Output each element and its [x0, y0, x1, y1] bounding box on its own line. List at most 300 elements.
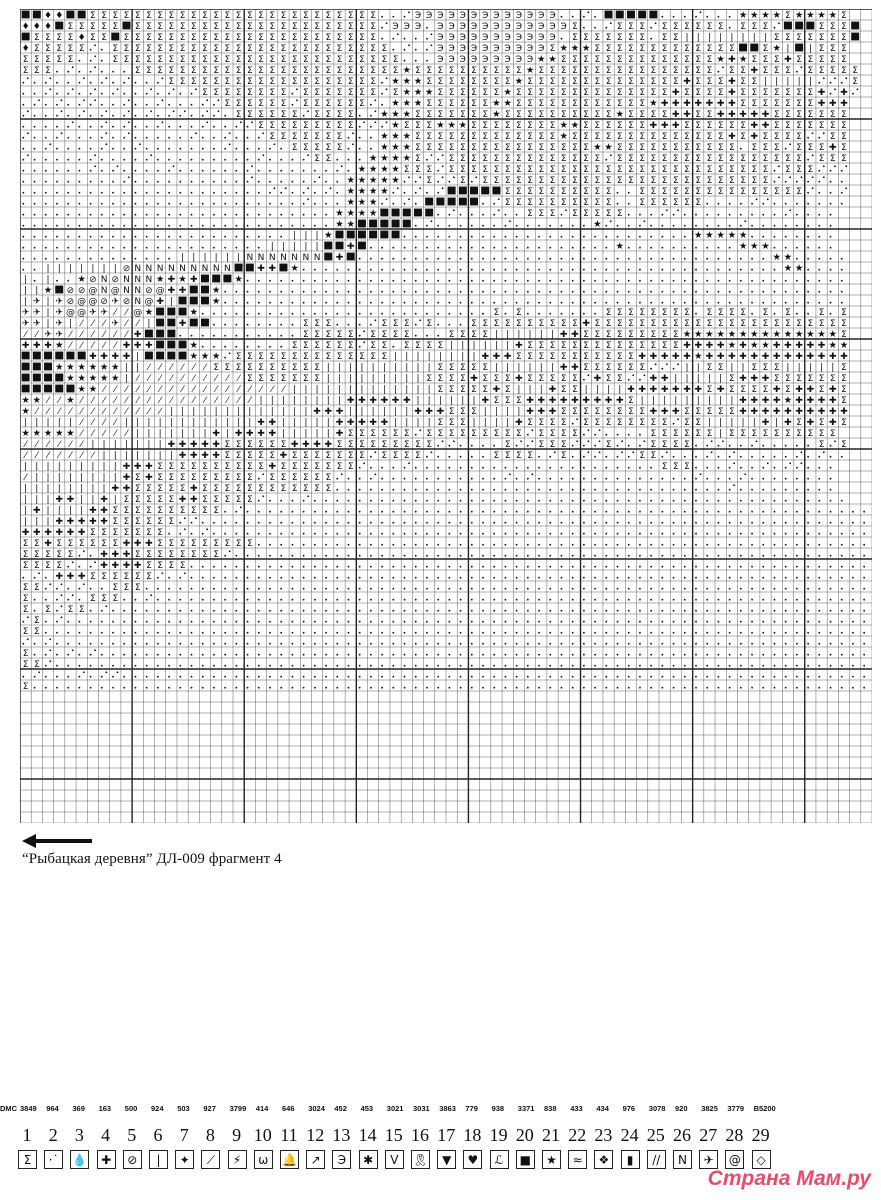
svg-text:Σ: Σ	[583, 66, 589, 77]
svg-text:|: |	[707, 33, 711, 44]
svg-text:|: |	[472, 352, 476, 363]
svg-text:Σ: Σ	[437, 341, 444, 352]
svg-text:⁄: ⁄	[80, 451, 83, 462]
svg-text:Σ: Σ	[572, 154, 578, 165]
svg-text:Σ: Σ	[516, 110, 522, 121]
svg-text:Σ: Σ	[269, 11, 276, 22]
svg-text:⁄: ⁄	[80, 330, 83, 341]
svg-text:Э: Э	[515, 55, 523, 66]
svg-text:✚: ✚	[716, 341, 725, 352]
svg-text:Σ: Σ	[202, 550, 208, 561]
svg-text:Э: Э	[437, 55, 444, 66]
svg-text:✚: ✚	[582, 319, 590, 330]
svg-text:Σ: Σ	[314, 330, 320, 341]
svg-text:✚: ✚	[290, 440, 299, 451]
svg-text:Σ: Σ	[717, 407, 724, 418]
svg-text:|: |	[225, 253, 229, 264]
svg-text:Σ: Σ	[280, 99, 287, 110]
svg-text:Σ: Σ	[347, 429, 354, 440]
svg-text:✚: ✚	[739, 110, 747, 121]
omega-icon: ω	[254, 1150, 273, 1169]
svg-text:|: |	[57, 418, 61, 429]
svg-text:✚: ✚	[100, 352, 108, 363]
svg-text:⁄: ⁄	[170, 385, 173, 396]
svg-text:Σ: Σ	[280, 22, 287, 33]
svg-text:|: |	[102, 462, 106, 473]
svg-text:★: ★	[357, 208, 367, 220]
svg-text:|: |	[326, 396, 330, 407]
svg-text:Σ: Σ	[650, 330, 657, 341]
svg-text:N: N	[100, 286, 108, 297]
svg-text:✚: ✚	[189, 440, 198, 451]
svg-text:✚: ✚	[369, 396, 377, 407]
svg-text:Σ: Σ	[751, 165, 758, 176]
svg-text:★: ★	[77, 373, 86, 385]
svg-text:Σ: Σ	[717, 363, 724, 374]
svg-text:|: |	[68, 473, 72, 484]
svg-text:Σ: Σ	[235, 44, 242, 55]
svg-text:⁄: ⁄	[69, 341, 72, 352]
svg-text:Σ: Σ	[516, 308, 522, 319]
svg-text:Σ: Σ	[572, 176, 578, 187]
svg-text:✚: ✚	[672, 121, 680, 132]
svg-text:Σ: Σ	[224, 77, 231, 88]
svg-text:Σ: Σ	[605, 33, 612, 44]
svg-text:✚: ✚	[89, 352, 97, 363]
svg-text:Σ: Σ	[56, 44, 63, 55]
svg-text:✚: ✚	[55, 495, 64, 506]
svg-text:⁄: ⁄	[92, 341, 94, 352]
svg-text:Σ: Σ	[437, 132, 444, 143]
svg-text:✚: ✚	[750, 121, 759, 132]
svg-text:Σ: Σ	[661, 418, 668, 429]
svg-text:★: ★	[155, 274, 165, 286]
svg-text:Σ: Σ	[190, 11, 197, 22]
svg-text:Σ: Σ	[269, 451, 276, 462]
svg-text:Σ: Σ	[549, 209, 556, 220]
svg-text:Σ: Σ	[280, 110, 287, 121]
svg-text:✚: ✚	[346, 242, 355, 253]
svg-text:Σ: Σ	[740, 385, 746, 396]
svg-text:Σ: Σ	[841, 418, 847, 429]
svg-text:★: ★	[559, 131, 568, 143]
legend-code: 453	[360, 1104, 374, 1113]
svg-text:Σ: Σ	[269, 88, 276, 99]
svg-text:Σ: Σ	[628, 143, 634, 154]
svg-text:Σ: Σ	[146, 11, 152, 22]
svg-text:✚: ✚	[784, 55, 792, 66]
svg-text:Σ: Σ	[549, 121, 556, 132]
svg-text:|: |	[494, 418, 498, 429]
svg-text:★: ★	[380, 164, 389, 176]
svg-text:Σ: Σ	[628, 121, 634, 132]
svg-text:Σ: Σ	[22, 561, 29, 572]
legend-number: 15	[384, 1125, 403, 1145]
svg-text:Σ: Σ	[549, 143, 556, 154]
svg-text:|: |	[192, 407, 196, 418]
svg-text:Σ: Σ	[359, 55, 365, 66]
svg-text:Σ: Σ	[269, 99, 276, 110]
svg-text:★: ★	[189, 307, 199, 319]
svg-text:Σ: Σ	[493, 374, 500, 385]
svg-text:Σ: Σ	[504, 451, 511, 462]
svg-text:|: |	[225, 429, 229, 440]
svg-text:Σ: Σ	[829, 110, 836, 121]
sigma-icon: Σ	[18, 1150, 37, 1169]
svg-text:|: |	[506, 341, 510, 352]
svg-text:⁄: ⁄	[159, 363, 161, 374]
svg-text:Σ: Σ	[45, 605, 51, 616]
legend-number: 21	[542, 1125, 560, 1145]
svg-text:Σ: Σ	[829, 66, 836, 77]
svg-text:Σ: Σ	[616, 44, 623, 55]
svg-text:✚: ✚	[55, 517, 64, 528]
svg-text:Σ: Σ	[560, 198, 567, 209]
svg-text:|: |	[46, 506, 50, 517]
legend-code: 3825	[701, 1104, 718, 1113]
svg-text:Σ: Σ	[672, 198, 679, 209]
svg-text:Σ: Σ	[303, 132, 309, 143]
svg-text:✚: ✚	[302, 440, 310, 451]
svg-text:N: N	[134, 286, 142, 297]
svg-text:Σ: Σ	[661, 198, 668, 209]
svg-text:Σ: Σ	[807, 319, 814, 330]
svg-text:Σ: Σ	[695, 176, 702, 187]
svg-text:Σ: Σ	[471, 77, 477, 88]
svg-text:Σ: Σ	[22, 539, 29, 550]
svg-text:Σ: Σ	[516, 198, 522, 209]
svg-text:Σ: Σ	[190, 473, 197, 484]
svg-text:Σ: Σ	[762, 44, 769, 55]
svg-text:Σ: Σ	[729, 429, 735, 440]
svg-text:Σ: Σ	[90, 11, 96, 22]
svg-text:✚: ✚	[784, 341, 792, 352]
svg-text:Σ: Σ	[246, 110, 253, 121]
svg-text:Σ: Σ	[616, 132, 623, 143]
svg-text:Σ: Σ	[583, 363, 589, 374]
svg-text:Σ: Σ	[246, 495, 253, 506]
svg-text:Σ: Σ	[605, 319, 612, 330]
svg-text:Σ: Σ	[717, 132, 724, 143]
svg-text:Σ: Σ	[347, 66, 354, 77]
svg-text:Σ: Σ	[370, 77, 376, 88]
svg-text:|: |	[528, 363, 532, 374]
svg-text:Σ: Σ	[123, 495, 130, 506]
svg-text:✚: ✚	[795, 341, 803, 352]
svg-text:Σ: Σ	[717, 143, 724, 154]
svg-text:✚: ✚	[649, 121, 658, 132]
svg-text:✚: ✚	[313, 440, 321, 451]
svg-text:✚: ✚	[683, 385, 691, 396]
svg-text:Σ: Σ	[493, 396, 500, 407]
svg-text:✈: ✈	[55, 297, 64, 308]
svg-text:Σ: Σ	[628, 66, 634, 77]
svg-text:Σ: Σ	[381, 44, 388, 55]
svg-text:Э: Э	[526, 11, 534, 22]
svg-text:Σ: Σ	[437, 66, 444, 77]
svg-text:Σ: Σ	[258, 374, 264, 385]
svg-text:✚: ✚	[111, 561, 120, 572]
svg-text:✚: ✚	[728, 132, 736, 143]
svg-text:|: |	[35, 418, 39, 429]
svg-text:|: |	[293, 231, 297, 242]
svg-text:Σ: Σ	[33, 55, 40, 66]
svg-text:⁄: ⁄	[204, 385, 206, 396]
legend-code: 3779	[727, 1104, 745, 1113]
svg-text:Σ: Σ	[471, 143, 477, 154]
svg-text:|: |	[192, 418, 196, 429]
svg-text:Σ: Σ	[785, 385, 791, 396]
svg-text:★: ★	[716, 230, 725, 242]
svg-text:Σ: Σ	[426, 77, 433, 88]
svg-text:⁄: ⁄	[80, 396, 83, 407]
svg-text:Σ: Σ	[695, 319, 702, 330]
svg-text:Σ: Σ	[527, 77, 533, 88]
svg-text:Σ: Σ	[224, 451, 231, 462]
svg-text:Σ: Σ	[101, 528, 107, 539]
svg-text:N: N	[123, 286, 130, 297]
svg-text:Σ: Σ	[538, 99, 545, 110]
svg-text:Σ: Σ	[785, 429, 791, 440]
svg-text:Σ: Σ	[560, 165, 567, 176]
svg-text:Σ: Σ	[157, 528, 163, 539]
svg-text:✚: ✚	[750, 396, 759, 407]
svg-text:Σ: Σ	[583, 99, 589, 110]
svg-text:Σ: Σ	[538, 121, 545, 132]
svg-text:Σ: Σ	[325, 451, 332, 462]
svg-text:Σ: Σ	[818, 22, 825, 33]
svg-text:Σ: Σ	[527, 209, 533, 220]
svg-text:|: |	[293, 418, 297, 429]
svg-text:Э: Э	[437, 44, 444, 55]
svg-text:Σ: Σ	[616, 154, 623, 165]
svg-text:Э: Э	[504, 11, 511, 22]
svg-text:Σ: Σ	[56, 561, 63, 572]
svg-text:Σ: Σ	[258, 440, 264, 451]
svg-text:★: ★	[806, 10, 815, 22]
svg-text:Σ: Σ	[370, 44, 376, 55]
svg-text:Σ: Σ	[101, 33, 107, 44]
svg-text:Σ: Σ	[594, 330, 601, 341]
svg-text:Σ: Σ	[134, 11, 141, 22]
svg-text:Σ: Σ	[628, 352, 634, 363]
svg-text:⁄: ⁄	[159, 385, 161, 396]
svg-text:N: N	[190, 264, 198, 275]
svg-text:|: |	[304, 396, 308, 407]
svg-text:Σ: Σ	[785, 11, 791, 22]
svg-text:⁄: ⁄	[103, 385, 105, 396]
svg-text:Σ: Σ	[415, 341, 421, 352]
svg-text:Σ: Σ	[740, 99, 746, 110]
svg-text:Σ: Σ	[594, 407, 601, 418]
svg-text:Σ: Σ	[807, 429, 814, 440]
svg-text:|: |	[315, 429, 319, 440]
svg-text:★: ★	[705, 329, 714, 341]
svg-text:Σ: Σ	[504, 385, 511, 396]
svg-text:Σ: Σ	[325, 99, 332, 110]
svg-text:✈: ✈	[21, 308, 30, 319]
svg-text:Σ: Σ	[347, 110, 354, 121]
svg-text:Σ: Σ	[650, 55, 657, 66]
svg-text:✚: ✚	[728, 88, 736, 99]
svg-text:Σ: Σ	[314, 462, 320, 473]
svg-text:Σ: Σ	[684, 198, 690, 209]
svg-text:Σ: Σ	[303, 66, 309, 77]
svg-text:|: |	[461, 341, 465, 352]
svg-text:Σ: Σ	[235, 473, 242, 484]
svg-text:Σ: Σ	[504, 176, 511, 187]
svg-text:✚: ✚	[257, 418, 265, 429]
svg-text:⁄: ⁄	[204, 363, 206, 374]
svg-text:★: ★	[88, 373, 98, 385]
svg-text:Э: Э	[493, 11, 500, 22]
svg-text:⁄: ⁄	[36, 330, 38, 341]
svg-text:✚: ✚	[234, 429, 243, 440]
svg-text:⁄: ⁄	[69, 440, 72, 451]
svg-text:Σ: Σ	[560, 66, 567, 77]
svg-text:|: |	[91, 495, 95, 506]
svg-text:Σ: Σ	[303, 44, 309, 55]
svg-text:Σ: Σ	[628, 55, 634, 66]
svg-text:★: ★	[290, 263, 299, 275]
svg-text:Σ: Σ	[672, 308, 679, 319]
svg-text:Σ: Σ	[482, 66, 489, 77]
svg-text:✚: ✚	[515, 374, 523, 385]
svg-text:✚: ✚	[660, 385, 669, 396]
svg-text:Σ: Σ	[280, 11, 287, 22]
svg-text:★: ★	[144, 307, 154, 319]
legend-code: 500	[124, 1104, 138, 1113]
svg-text:|: |	[315, 231, 319, 242]
svg-text:Σ: Σ	[493, 88, 500, 99]
svg-text:⁄: ⁄	[114, 407, 117, 418]
svg-text:|: |	[57, 462, 61, 473]
svg-text:Σ: Σ	[471, 154, 477, 165]
svg-text:⁄: ⁄	[159, 374, 161, 385]
svg-text:⁄: ⁄	[92, 451, 94, 462]
svg-text:Σ: Σ	[67, 44, 74, 55]
svg-text:Σ: Σ	[303, 473, 309, 484]
svg-text:|: |	[416, 396, 420, 407]
svg-text:Σ: Σ	[314, 121, 320, 132]
svg-text:Σ: Σ	[841, 385, 847, 396]
svg-text:✚: ✚	[649, 407, 658, 418]
svg-text:Σ: Σ	[224, 44, 231, 55]
svg-text:Σ: Σ	[235, 363, 242, 374]
svg-text:★: ★	[783, 252, 793, 264]
svg-text:Σ: Σ	[841, 44, 847, 55]
svg-text:⁄: ⁄	[103, 429, 105, 440]
svg-text:|: |	[797, 77, 801, 88]
svg-text:|: |	[405, 374, 409, 385]
svg-text:✚: ✚	[133, 341, 142, 352]
svg-text:Σ: Σ	[538, 209, 545, 220]
svg-text:|: |	[57, 473, 61, 484]
svg-text:⁄: ⁄	[181, 396, 184, 407]
svg-text:Σ: Σ	[706, 319, 713, 330]
svg-text:Σ: Σ	[751, 22, 758, 33]
svg-text:Σ: Σ	[572, 198, 578, 209]
svg-text:Σ: Σ	[493, 77, 500, 88]
svg-text:Σ: Σ	[773, 363, 780, 374]
svg-text:Σ: Σ	[90, 572, 96, 583]
svg-text:★: ★	[380, 153, 389, 165]
svg-text:|: |	[450, 396, 454, 407]
svg-text:Σ: Σ	[202, 495, 208, 506]
svg-text:Σ: Σ	[785, 132, 791, 143]
plane-icon: ✈	[699, 1150, 718, 1169]
svg-text:Σ: Σ	[280, 473, 287, 484]
svg-text:✚: ✚	[660, 374, 669, 385]
svg-text:Σ: Σ	[818, 143, 825, 154]
svg-text:Σ: Σ	[504, 110, 511, 121]
svg-text:Σ: Σ	[403, 440, 410, 451]
svg-text:✚: ✚	[268, 429, 277, 440]
svg-text:|: |	[35, 517, 39, 528]
svg-text:⁄: ⁄	[114, 341, 117, 352]
svg-text:Σ: Σ	[123, 528, 130, 539]
svg-text:✚: ✚	[526, 407, 534, 418]
svg-text:Σ: Σ	[246, 539, 253, 550]
svg-text:N: N	[156, 264, 164, 275]
svg-text:⁄: ⁄	[114, 308, 117, 319]
svg-text:Σ: Σ	[549, 110, 556, 121]
svg-text:★: ★	[593, 142, 602, 154]
svg-text:Σ: Σ	[695, 418, 702, 429]
svg-text:Σ: Σ	[168, 462, 175, 473]
svg-text:Σ: Σ	[45, 561, 51, 572]
svg-text:Σ: Σ	[381, 66, 388, 77]
svg-text:Σ: Σ	[549, 352, 556, 363]
svg-text:Σ: Σ	[616, 99, 623, 110]
svg-text:Σ: Σ	[448, 99, 455, 110]
svg-text:Σ: Σ	[650, 451, 657, 462]
svg-text:✚: ✚	[750, 407, 759, 418]
svg-text:Σ: Σ	[751, 363, 758, 374]
svg-text:✚: ✚	[806, 407, 815, 418]
svg-text:Σ: Σ	[426, 121, 433, 132]
svg-text:✚: ✚	[380, 396, 389, 407]
svg-text:★: ★	[391, 98, 400, 110]
svg-text:✚: ✚	[380, 418, 389, 429]
svg-text:⁄: ⁄	[103, 396, 105, 407]
svg-text:★: ★	[750, 329, 759, 341]
svg-text:|: |	[113, 264, 117, 275]
svg-text:✚: ✚	[201, 440, 209, 451]
svg-text:Σ: Σ	[415, 440, 421, 451]
svg-text:⁄: ⁄	[215, 385, 217, 396]
svg-text:✚: ✚	[111, 352, 120, 363]
svg-text:Σ: Σ	[639, 198, 646, 209]
svg-text:Σ: Σ	[33, 561, 40, 572]
svg-text:Σ: Σ	[347, 341, 354, 352]
svg-text:Σ: Σ	[314, 22, 320, 33]
svg-text:Σ: Σ	[841, 154, 847, 165]
svg-text:✚: ✚	[212, 451, 220, 462]
svg-text:Σ: Σ	[359, 33, 365, 44]
svg-text:Σ: Σ	[616, 165, 623, 176]
svg-text:Σ: Σ	[291, 11, 298, 22]
svg-text:Σ: Σ	[605, 209, 612, 220]
svg-text:Σ: Σ	[560, 407, 567, 418]
svg-text:✚: ✚	[571, 363, 579, 374]
legend-number: 3	[74, 1125, 84, 1145]
svg-text:Σ: Σ	[605, 121, 612, 132]
svg-text:Σ: Σ	[616, 352, 623, 363]
svg-text:Σ: Σ	[336, 77, 343, 88]
svg-text:Σ: Σ	[740, 132, 746, 143]
svg-text:Σ: Σ	[706, 110, 713, 121]
